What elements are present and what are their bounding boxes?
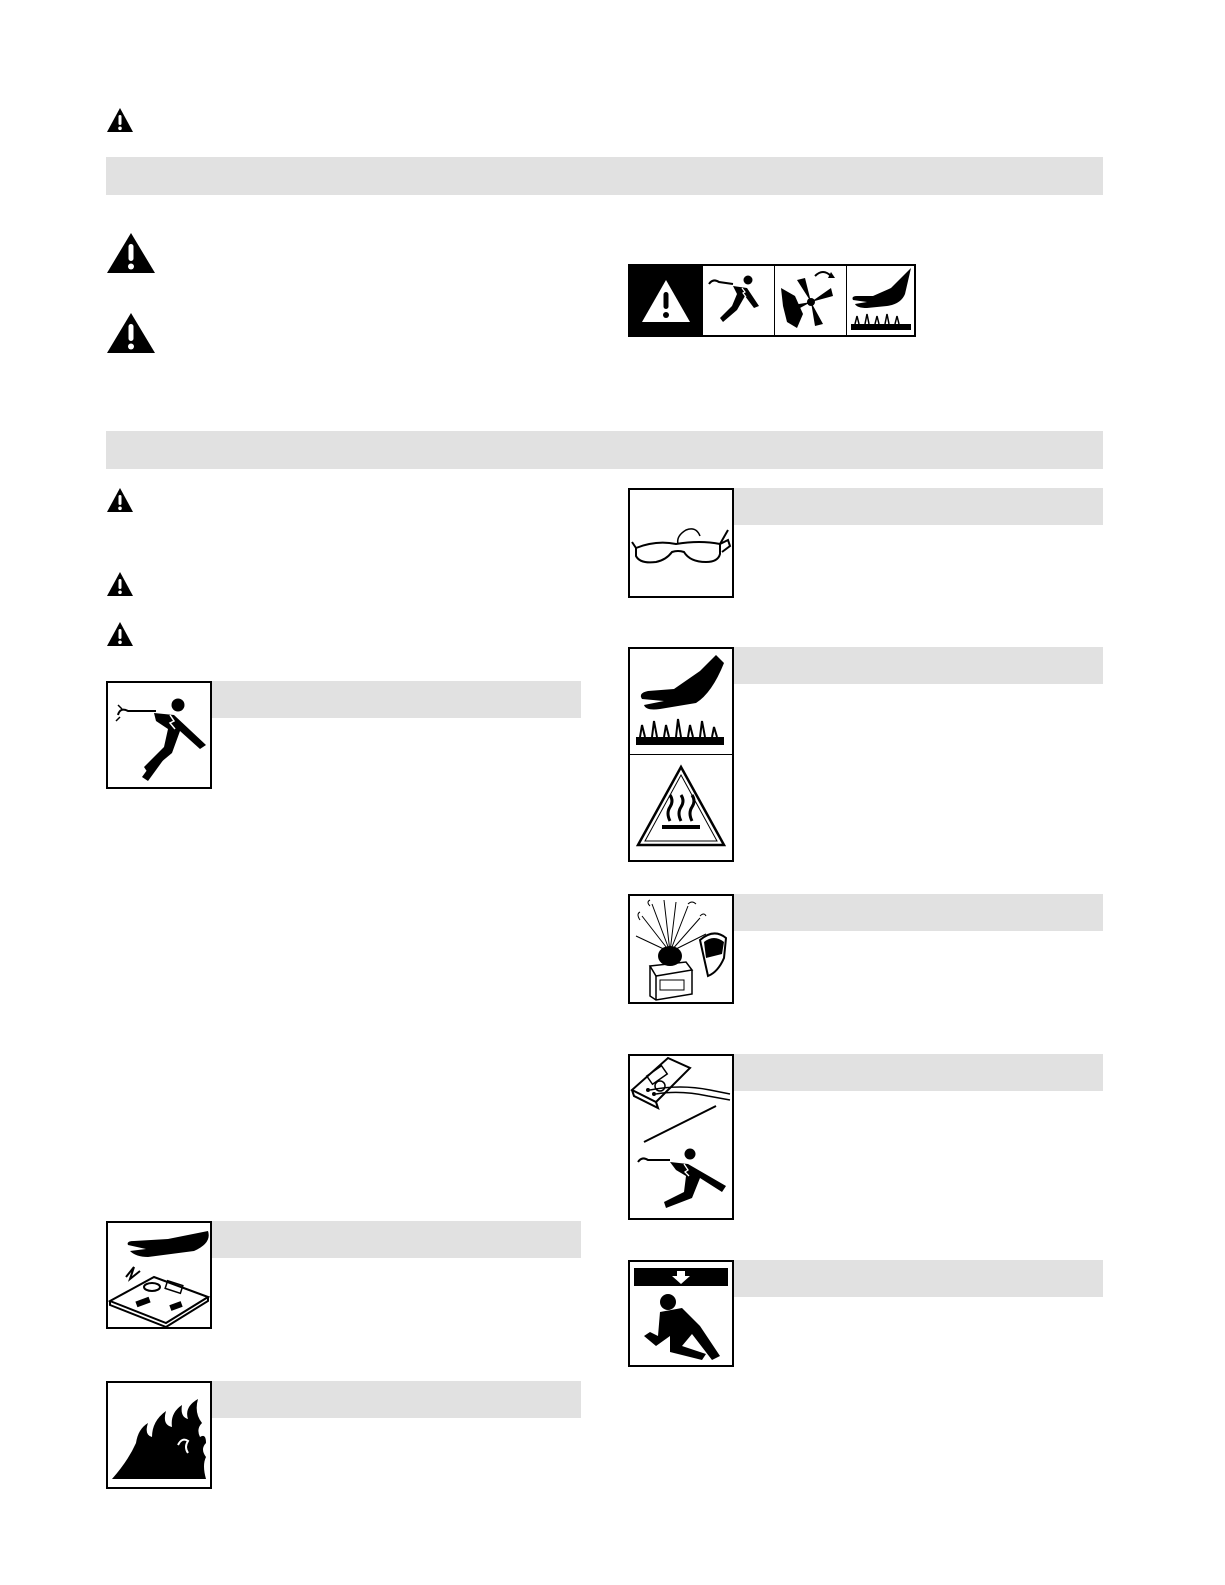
symbol-hot-parts-icon [846,266,914,335]
symbol-electric-shock-icon [702,266,774,335]
hazard-warning-triangle-icon [106,312,156,354]
falling-equipment-header-band [734,1260,1103,1297]
meter-electric-shock-icon [628,1054,734,1220]
static-sensitive-header-band [212,1221,581,1258]
header-warning-triangle-icon [106,107,134,133]
section-header-band-2 [106,431,1103,469]
hot-parts-icon [630,649,732,753]
falling-equipment-icon [628,1260,734,1367]
section-header-band-1 [106,157,1103,195]
note-warning-triangle-icon-3 [106,621,134,647]
symbol-warning-triangle-icon [630,266,702,335]
note-warning-triangle-icon-2 [106,571,134,597]
hazard-symbol-strip [628,264,916,337]
static-sensitive-board-icon [106,1221,212,1329]
battery-explosion-icon [628,894,734,1004]
fire-icon [106,1381,212,1489]
symbol-moving-parts-icon [774,266,846,335]
electric-shock-header-band [212,681,581,718]
safety-glasses-header-band [734,488,1103,525]
electric-shock-icon [106,681,212,789]
hot-parts-header-band [734,647,1103,684]
hot-parts-panel [628,647,734,862]
hot-surface-sign-icon [630,755,732,860]
fire-header-band [212,1381,581,1418]
danger-warning-triangle-icon [106,232,156,274]
note-warning-triangle-icon-1 [106,487,134,513]
meter-shock-header-band [734,1054,1103,1091]
safety-glasses-icon [628,488,734,598]
battery-explosion-header-band [734,894,1103,931]
